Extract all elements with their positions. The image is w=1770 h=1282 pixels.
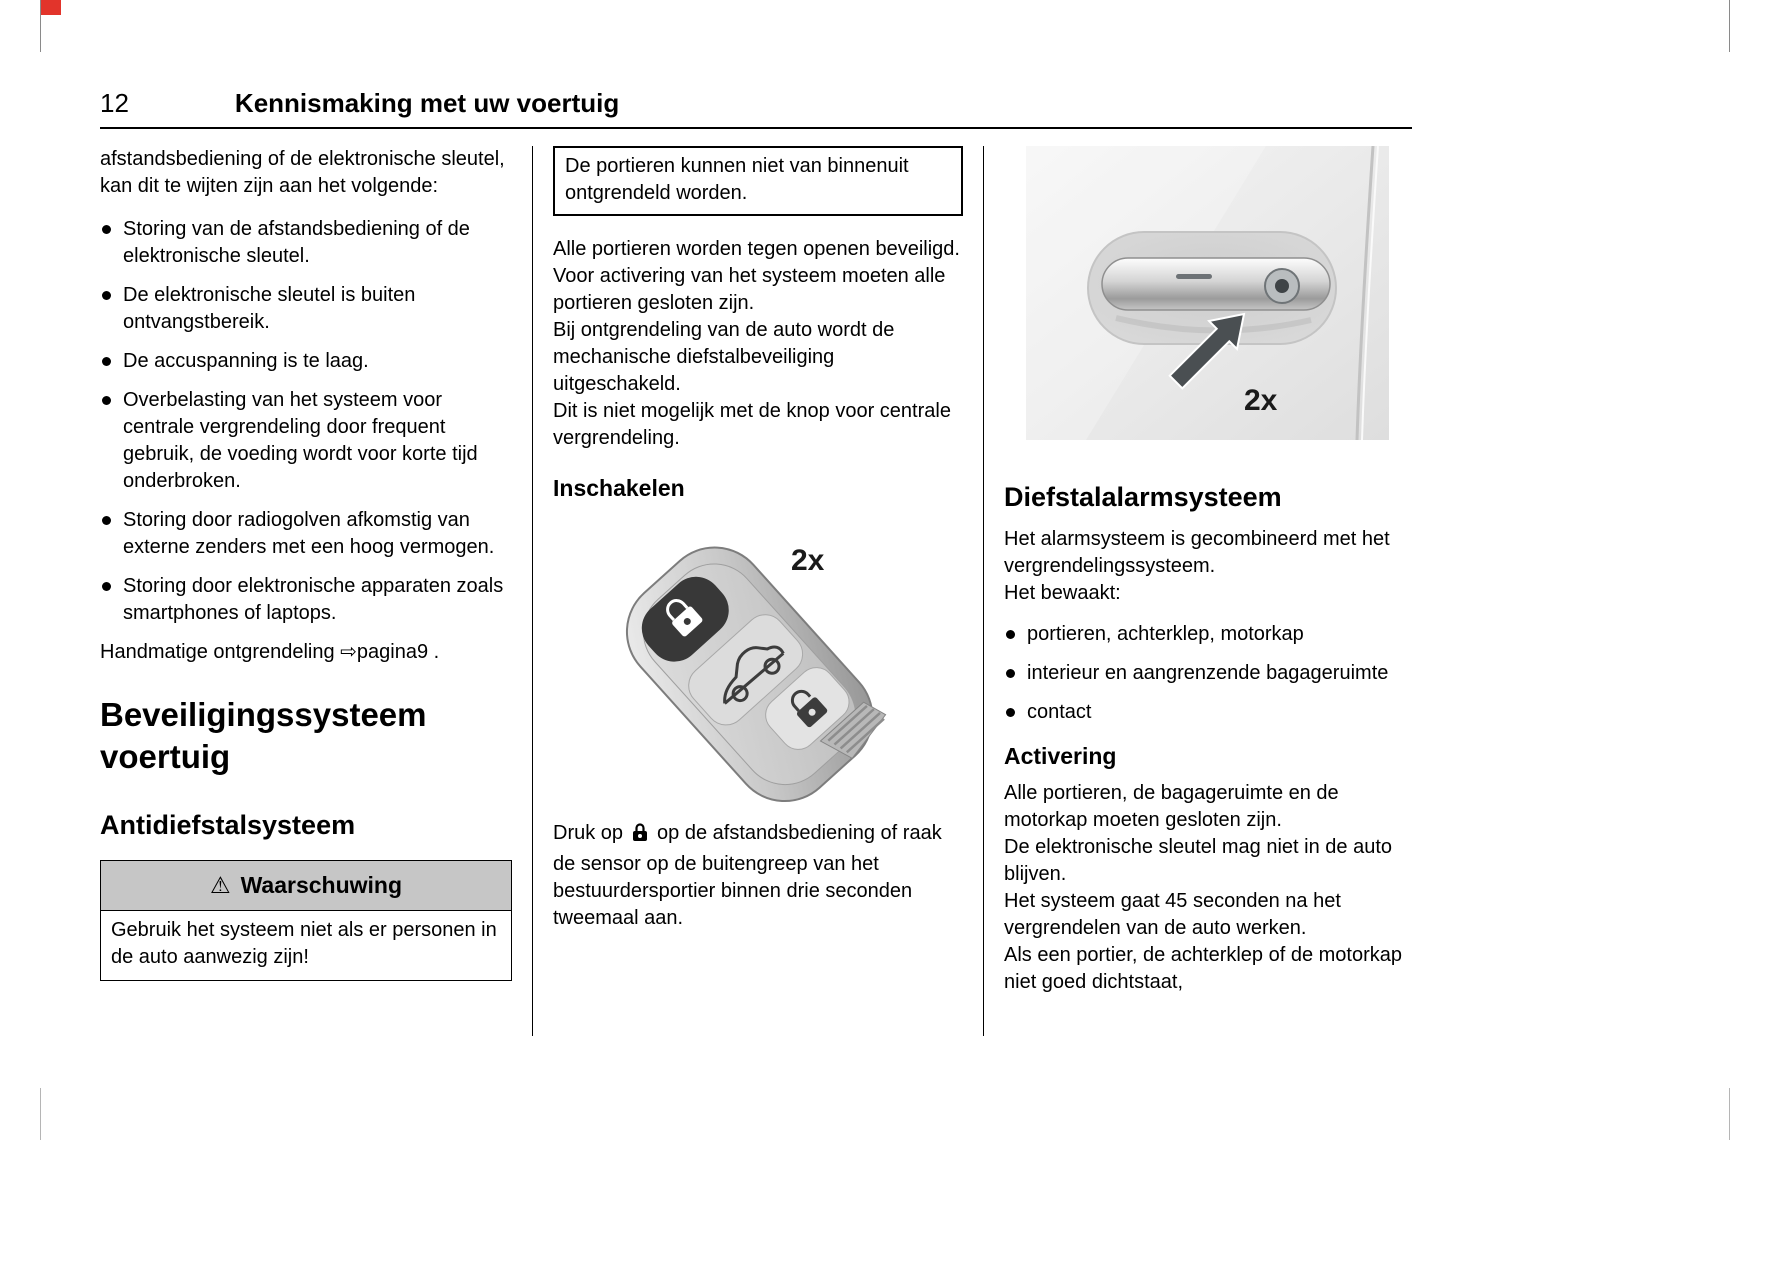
- remote-key-illustration: [553, 528, 963, 820]
- crop-mark: [1729, 1088, 1730, 1140]
- paragraph: Dit is niet mogelijk met de knop voor centrale vergrendeling.: [553, 400, 951, 449]
- handle-sensor: [1176, 274, 1212, 279]
- list-item: [100, 282, 512, 336]
- crop-mark: [1729, 0, 1730, 52]
- list-item-text: De elektronische sleutel is buiten ontvangstbereik.: [123, 284, 416, 333]
- list-item-text: contact: [1027, 701, 1092, 723]
- paragraph: Als een portier, de achterklep of de motorkap niet goed dichtstaat,: [1004, 944, 1403, 993]
- column-divider: [532, 146, 533, 1036]
- section-heading: Beveiligingssysteem voertuig: [100, 696, 427, 775]
- warning-box-header: [101, 861, 511, 911]
- subsection-heading: Activering: [1004, 743, 1117, 769]
- cause-list: [100, 216, 512, 627]
- header-rule: [100, 127, 1412, 129]
- list-item: [1004, 699, 1411, 726]
- touch-twice-label: 2x: [1244, 384, 1278, 417]
- list-item-text: interieur en aangrenzende bagageruimte: [1027, 662, 1389, 684]
- list-item: [100, 216, 512, 270]
- lock-remote-icon: [630, 821, 650, 851]
- press-twice-label: 2x: [791, 544, 825, 577]
- column-3: [1004, 146, 1411, 996]
- list-item-text: Storing door radiogolven afkomstig van externe zenders met een hoog vermogen.: [123, 509, 495, 558]
- warning-body-text: Gebruik het systeem niet als er personen in de auto aanwezig zijn!: [111, 919, 497, 968]
- column-divider: [983, 146, 984, 1036]
- chapter-title: Kennismaking met uw voertuig: [234, 88, 620, 118]
- instruction-text: op de afstandsbediening of raak de sensor op de buitengreep van het bestuurdersportier binnen drie seconden tweemaal aan.: [553, 822, 942, 929]
- list-item: [100, 573, 512, 627]
- warning-triangle-icon: ⚠: [209, 872, 231, 898]
- warning-box: [100, 860, 512, 981]
- paragraph: Het alarmsysteem is gecombineerd met het vergrendelingssysteem.: [1004, 528, 1390, 577]
- door-handle-figure: [1026, 146, 1389, 440]
- list-item: [100, 348, 512, 375]
- paragraph: Het systeem gaat 45 seconden na het vergrendelen van de auto werken.: [1004, 890, 1341, 939]
- paragraph: afstandsbediening of de elektronische sleutel, kan dit te wijten zijn aan het volgende:: [100, 148, 505, 197]
- paragraph-group: [553, 236, 963, 452]
- monitored-items-list: [1004, 621, 1411, 726]
- list-item-text: Storing door elektronische apparaten zoals smartphones of laptops.: [123, 575, 504, 624]
- column-1: [100, 146, 512, 981]
- note-box: De portieren kunnen niet van binnenuit ontgrendeld worden.: [553, 146, 963, 216]
- activation-instruction: [553, 820, 963, 932]
- column-2: [553, 146, 963, 932]
- list-item: [1004, 660, 1411, 687]
- paragraph: De elektronische sleutel mag niet in de auto blijven.: [1004, 836, 1393, 885]
- page-number: 12: [100, 88, 129, 118]
- section-heading: Diefstalalarmsysteem: [1004, 482, 1282, 512]
- list-item: [1004, 621, 1411, 648]
- list-item-text: portieren, achterklep, motorkap: [1027, 623, 1304, 645]
- subsection-heading: Inschakelen: [553, 475, 685, 501]
- instruction-text: Druk op: [553, 822, 624, 844]
- list-item-text: Overbelasting van het systeem voor centrale vergrendeling door frequent gebruik, de voeding wordt voor korte tijd onderbroken.: [123, 389, 478, 492]
- remote-key-figure: [553, 528, 963, 820]
- warning-title: Waarschuwing: [240, 872, 403, 898]
- paragraph: Het bewaakt:: [1004, 582, 1121, 604]
- cross-reference-line: [100, 639, 512, 666]
- page-header: [100, 88, 1412, 119]
- list-item-text: Storing van de afstandsbediening of de elektronische sleutel.: [123, 218, 470, 267]
- subsection-heading: Antidiefstalsysteem: [100, 810, 356, 840]
- list-item: [100, 387, 512, 495]
- crop-mark: [40, 1088, 41, 1140]
- print-registration-mark: [40, 0, 61, 15]
- paragraph-group: [1004, 780, 1411, 996]
- door-handle-illustration: [1026, 146, 1389, 440]
- crop-mark: [40, 0, 41, 52]
- paragraph-group: [1004, 526, 1411, 607]
- content-columns: [100, 146, 1412, 1036]
- list-item-text: De accuspanning is te laag.: [123, 350, 369, 372]
- paragraph: Bij ontgrendeling van de auto wordt de mechanische diefstalbeveiliging uitgeschakeld.: [553, 319, 895, 395]
- paragraph: Voor activering van het systeem moeten alle portieren gesloten zijn.: [553, 265, 946, 314]
- paragraph: Alle portieren, de bagageruimte en de motorkap moeten gesloten zijn.: [1004, 782, 1339, 831]
- cross-reference-text: Handmatige ontgrendeling: [100, 641, 341, 663]
- paragraph: Alle portieren worden tegen openen beveiligd.: [553, 238, 960, 260]
- list-item: [100, 507, 512, 561]
- page-reference-link[interactable]: ⇨pagina9 .: [340, 641, 440, 663]
